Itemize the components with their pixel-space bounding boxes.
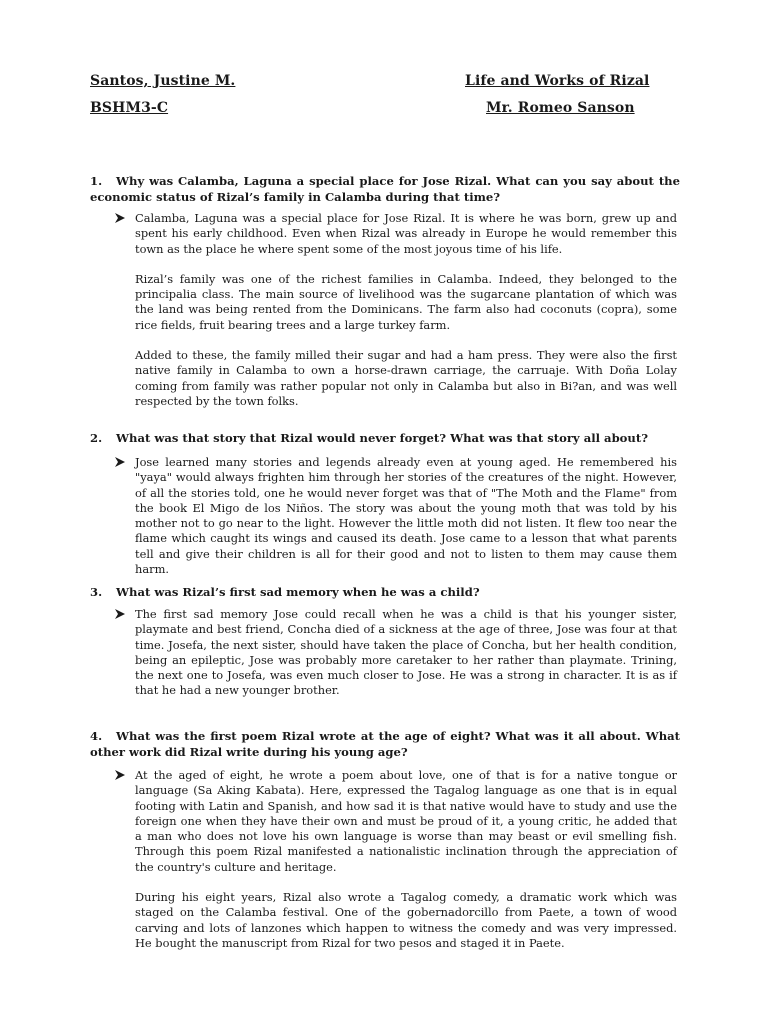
answer-paragraph: Rizal’s family was one of the richest families in Calamba. Indeed, they belonged to the principalia class. The main source of livelihood was the sugarcane plantation of which was the land was being rented from the Dominicans. The farm also had coconuts (copra), some rice fields, fruit bearing trees and a large turkey farm. xyxy=(135,271,677,332)
course-title: Life and Works of Rizal xyxy=(465,73,650,89)
answer-3 xyxy=(135,607,677,699)
arrowhead-bullet-icon xyxy=(114,213,126,223)
answer-paragraph: Added to these, the family milled their sugar and had a ham press. They were also the first native family in Calamba to own a horse-drawn carriage, the carruaje. With Doña Lolay coming from family was rather popular not only in Calamba but also in Bi?an, and was well respected by the town folks. xyxy=(135,348,677,408)
answer-paragraph: At the aged of eight, he wrote a poem about love, one of that is for a native tongue or language (Sa Aking Kabata). Here, expressed the Tagalog language as one that is in equal footing with Latin and Spanish, and how sad it is that native would have to study and use the foreign one when they have their own and must be proud of it, a young critic, he added that a man who does not love his own language is worse than may beast or evil smelling fish. Through this poem Rizal manifested a nationalistic inclination through the appreciation of the country's culture and heritage. xyxy=(135,768,677,874)
arrowhead-bullet-icon xyxy=(114,770,126,780)
answer-paragraph: Calamba, Laguna was a special place for Jose Rizal. It is where he was born, grew up and spent his early childhood. Even when Rizal was already in Europe he would remember this town as the place he where spent some of the most joyous time of his life. xyxy=(135,211,677,256)
arrowhead-bullet-icon xyxy=(114,609,126,619)
question-text: Why was Calamba, Laguna a special place for Jose Rizal. What can you say about the economic status of Rizal’s family in Calamba during that time? xyxy=(90,174,680,204)
question-2 xyxy=(90,431,680,447)
question-number: 2. xyxy=(90,431,103,445)
question-text: What was that story that Rizal would never forget? What was that story all about? xyxy=(116,431,648,445)
question-1 xyxy=(90,174,680,205)
answer-paragraph: Jose learned many stories and legends already even at young aged. He remembered his "yaya" would always frighten him through her stories of the creatures of the night. However, of all the stories told, one he would never forget was that of "The Moth and the Flame" from the book El Migo de los Niños. The story was about the young moth that was told by his mother not to go near to the light. However the little moth did not listen. It flew too near the flame which caught its wings and caused its death. Jose came to a lesson that what parents tell and give their children is all for their good and not to listen to them may cause them harm. xyxy=(135,455,677,577)
answer-1 xyxy=(135,211,677,409)
answer-2 xyxy=(135,455,677,577)
student-name: Santos, Justine M. xyxy=(90,73,236,89)
answer-paragraph: During his eight years, Rizal also wrote a Tagalog comedy, a dramatic work which was staged on the Calamba festival. One of the gobernadorcillo from Paete, a town of wood carving and lots of lanzones which happen to witness the comedy and was very impressed. He bought the manuscript from Rizal for two pesos and staged it in Paete. xyxy=(135,890,677,950)
instructor-name: Mr. Romeo Sanson xyxy=(486,100,635,116)
question-number: 3. xyxy=(90,585,103,599)
question-number: 1. xyxy=(90,174,103,188)
question-number: 4. xyxy=(90,729,103,743)
question-3 xyxy=(90,585,680,601)
answer-4 xyxy=(135,768,677,951)
section-label: BSHM3-C xyxy=(90,100,169,116)
question-4 xyxy=(90,729,680,760)
question-text: What was Rizal’s first sad memory when he was a child? xyxy=(116,585,480,599)
answer-paragraph: The first sad memory Jose could recall when he was a child is that his younger sister, playmate and best friend, Concha died of a sickness at the age of three, Jose was four at that time. Josefa, the next sister, should have taken the place of Concha, but her health condition, being an epileptic, Jose was probably more caretaker to her rather than playmate. Trining, the next one to Josefa, was even much closer to Jose. He was a strong in character. It is as if that he had a new younger brother. xyxy=(135,607,677,698)
arrowhead-bullet-icon xyxy=(114,457,126,467)
question-text: What was the first poem Rizal wrote at the age of eight? What was it all about. What other work did Rizal write during his young age? xyxy=(90,729,680,759)
